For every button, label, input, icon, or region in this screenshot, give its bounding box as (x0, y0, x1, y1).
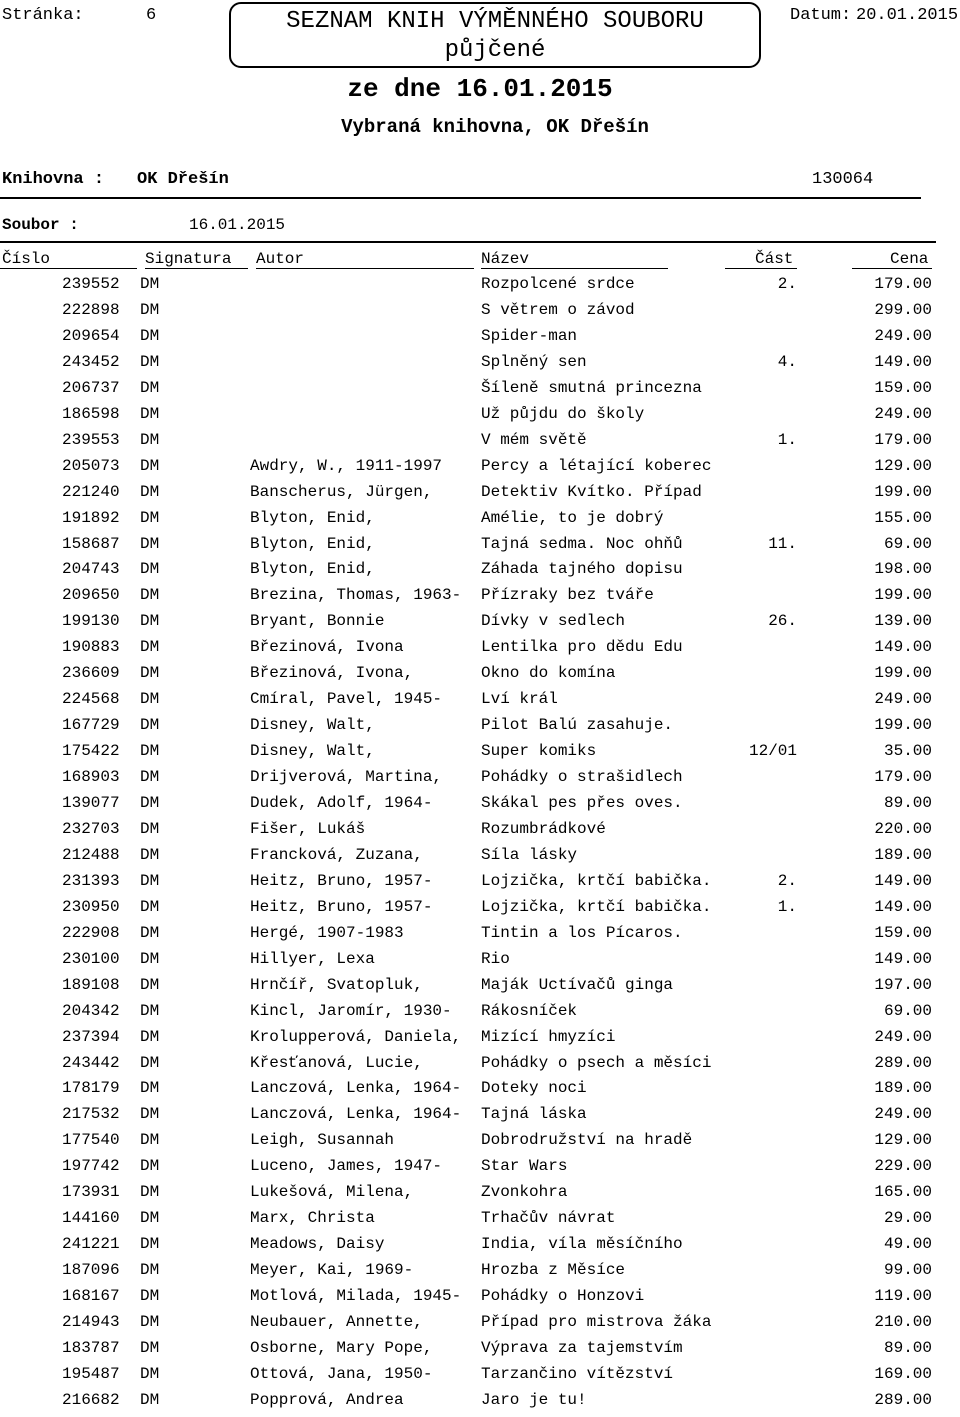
book-author: Březinová, Ivona, (250, 664, 414, 683)
book-price: 165.00 (874, 1183, 932, 1202)
book-author: Hergé, 1907-1983 (250, 923, 404, 942)
table-row (0, 820, 960, 846)
book-title: Mizící hmyzíci (481, 1027, 616, 1046)
book-author: Francková, Zuzana, (250, 845, 423, 864)
book-price: 199.00 (874, 586, 932, 605)
book-price: 299.00 (874, 300, 932, 319)
column-header-cena: Cena (890, 250, 929, 268)
book-number: 183787 (62, 1338, 120, 1357)
book-author: Bryant, Bonnie (250, 612, 385, 631)
book-part: 1. (777, 897, 797, 916)
book-price: 289.00 (874, 1390, 932, 1409)
book-number: 217532 (62, 1105, 120, 1124)
book-price: 159.00 (874, 378, 932, 397)
book-signature: DM (140, 534, 160, 553)
book-number: 195487 (62, 1364, 120, 1383)
book-author: Marx, Christa (250, 1209, 375, 1228)
table-row (0, 586, 960, 612)
table-row (0, 716, 960, 742)
book-author: Blyton, Enid, (250, 560, 375, 579)
table-row (0, 638, 960, 664)
book-price: 220.00 (874, 819, 932, 838)
book-price: 199.00 (874, 664, 932, 683)
book-number: 224568 (62, 690, 120, 709)
book-title: Už půjdu do školy (481, 404, 645, 423)
book-price: 89.00 (883, 794, 932, 812)
table-row (0, 535, 960, 561)
book-number: 168903 (62, 768, 120, 787)
book-signature: DM (140, 1338, 160, 1357)
book-signature: DM (140, 716, 160, 735)
book-signature: DM (140, 1079, 160, 1098)
book-price: 139.00 (874, 612, 932, 631)
book-number: 221240 (62, 482, 120, 501)
column-header-autor: Autor (256, 250, 305, 268)
table-row (0, 1235, 960, 1261)
table-row (0, 1079, 960, 1105)
book-number: 175422 (62, 742, 120, 761)
column-underline-cena (852, 268, 932, 269)
book-number: 206737 (62, 378, 120, 397)
book-signature: DM (140, 819, 160, 838)
book-number: 199130 (62, 612, 120, 631)
book-title: Percy a létající koberec (481, 456, 712, 475)
report-date: ze dne 16.01.2015 (347, 74, 613, 104)
book-signature: DM (140, 1053, 160, 1072)
book-part: 2. (777, 275, 797, 293)
table-row (0, 431, 960, 457)
book-signature: DM (140, 378, 160, 397)
book-price: 199.00 (874, 482, 932, 501)
book-number: 158687 (62, 534, 120, 553)
book-price: 197.00 (874, 975, 932, 994)
table-row (0, 1365, 960, 1391)
book-title: Rákosníček (481, 1001, 578, 1020)
book-title: Star Wars (481, 1157, 568, 1176)
page-number: 6 (146, 6, 157, 25)
book-number: 205073 (62, 456, 120, 475)
book-part: 12/01 (748, 742, 797, 761)
book-author: Banscherus, Jürgen, (250, 482, 433, 501)
book-signature: DM (140, 456, 160, 475)
book-author: Popprová, Andrea (250, 1390, 404, 1409)
book-number: 230100 (62, 949, 120, 968)
table-row (0, 483, 960, 509)
book-price: 129.00 (874, 456, 932, 475)
book-number: 237394 (62, 1027, 120, 1046)
table-row (0, 1028, 960, 1054)
table-row (0, 1105, 960, 1131)
book-signature: DM (140, 664, 160, 683)
table-row (0, 1209, 960, 1235)
book-number: 222908 (62, 923, 120, 942)
table-row (0, 1339, 960, 1365)
book-signature: DM (140, 1183, 160, 1202)
column-underline-cislo (0, 268, 137, 269)
book-price: 155.00 (874, 508, 932, 527)
column-header-signatura: Signatura (145, 250, 232, 268)
book-number: 139077 (62, 794, 120, 812)
book-number: 186598 (62, 404, 120, 423)
book-signature: DM (140, 352, 160, 371)
book-price: 249.00 (874, 1027, 932, 1046)
book-signature: DM (140, 897, 160, 916)
selected-library: Vybraná knihovna, OK Dřešín (341, 116, 649, 138)
book-signature: DM (140, 326, 160, 345)
book-title: Tajná sedma. Noc ohňů (481, 534, 683, 553)
book-author: Lanczová, Lenka, 1964- (250, 1079, 462, 1098)
book-number: 239553 (62, 430, 120, 449)
book-part: 26. (768, 612, 797, 631)
column-header-cast: Část (755, 250, 794, 268)
book-signature: DM (140, 1131, 160, 1150)
table-row (0, 664, 960, 690)
book-number: 177540 (62, 1131, 120, 1150)
report-title: SEZNAM KNIH VÝMĚNNÉHO SOUBORU (286, 8, 704, 35)
book-author: Drijverová, Martina, (250, 768, 443, 787)
book-title: Šíleně smutná princezna (481, 378, 702, 397)
book-price: 49.00 (883, 1235, 932, 1254)
book-signature: DM (140, 1001, 160, 1020)
book-price: 249.00 (874, 404, 932, 423)
report-title-box (229, 2, 761, 68)
book-author: Leigh, Susannah (250, 1131, 395, 1150)
book-title: Dívky v sedlech (481, 612, 626, 631)
book-signature: DM (140, 1157, 160, 1176)
book-author: Blyton, Enid, (250, 508, 375, 527)
library-label: Knihovna : (2, 170, 105, 189)
table-row (0, 301, 960, 327)
file-divider (0, 241, 936, 243)
book-price: 289.00 (874, 1053, 932, 1072)
book-title: Jaro je tu! (481, 1390, 587, 1409)
book-price: 169.00 (874, 1364, 932, 1383)
book-number: 209654 (62, 326, 120, 345)
book-part: 1. (777, 430, 797, 449)
table-row (0, 1261, 960, 1287)
book-price: 149.00 (874, 949, 932, 968)
library-name: OK Dřešín (137, 170, 229, 189)
table-row (0, 457, 960, 483)
table-row (0, 353, 960, 379)
book-author: Cmíral, Pavel, 1945- (250, 690, 443, 709)
book-title: Přízraky bez tváře (481, 586, 654, 605)
book-signature: DM (140, 794, 160, 812)
column-underline-signatura (145, 268, 248, 269)
book-title: India, víla měsíčního (481, 1235, 683, 1254)
book-price: 89.00 (883, 1338, 932, 1357)
book-title: Skákal pes přes oves. (481, 794, 683, 812)
book-signature: DM (140, 508, 160, 527)
book-price: 149.00 (874, 352, 932, 371)
book-signature: DM (140, 1287, 160, 1306)
book-number: 241221 (62, 1235, 120, 1254)
book-number: 144160 (62, 1209, 120, 1228)
book-price: 210.00 (874, 1313, 932, 1331)
library-divider (0, 197, 921, 199)
book-number: 189108 (62, 975, 120, 994)
book-title: S větrem o závod (481, 300, 635, 319)
table-row (0, 1287, 960, 1313)
book-signature: DM (140, 1390, 160, 1409)
book-author: Osborne, Mary Pope, (250, 1338, 433, 1357)
book-number: 204342 (62, 1001, 120, 1020)
book-author: Motlová, Milada, 1945- (250, 1287, 462, 1306)
book-title: Lentilka pro dědu Edu (481, 638, 683, 657)
book-number: 209650 (62, 586, 120, 605)
book-signature: DM (140, 586, 160, 605)
book-author: Křesťanová, Lucie, (250, 1053, 423, 1072)
book-price: 149.00 (874, 871, 932, 890)
book-author: Lukešová, Milena, (250, 1183, 414, 1202)
table-row (0, 1157, 960, 1183)
table-row (0, 690, 960, 716)
book-signature: DM (140, 949, 160, 968)
book-title: Hrozba z Měsíce (481, 1261, 626, 1280)
book-title: Amélie, to je dobrý (481, 508, 664, 527)
book-number: 231393 (62, 871, 120, 890)
book-signature: DM (140, 845, 160, 864)
table-row (0, 742, 960, 768)
book-author: Meyer, Kai, 1969- (250, 1261, 414, 1280)
book-author: Ottová, Jana, 1950- (250, 1364, 433, 1383)
table-row (0, 768, 960, 794)
book-price: 69.00 (883, 1001, 932, 1020)
table-row (0, 846, 960, 872)
book-title: Dobrodružství na hradě (481, 1131, 693, 1150)
book-price: 179.00 (874, 768, 932, 787)
book-number: 168167 (62, 1287, 120, 1306)
book-title: V mém světě (481, 430, 587, 449)
book-signature: DM (140, 638, 160, 657)
book-title: Detektiv Kvítko. Případ (481, 482, 702, 501)
book-signature: DM (140, 404, 160, 423)
book-price: 35.00 (883, 742, 932, 761)
column-underline-nazev (481, 268, 668, 269)
book-author: Lanczová, Lenka, 1964- (250, 1105, 462, 1124)
book-number: 191892 (62, 508, 120, 527)
book-price: 198.00 (874, 560, 932, 579)
book-author: Kincl, Jaromír, 1930- (250, 1001, 452, 1020)
book-price: 249.00 (874, 690, 932, 709)
book-title: Rozumbrádkové (481, 819, 606, 838)
table-row (0, 275, 960, 301)
library-code: 130064 (812, 170, 874, 189)
book-title: Pohádky o Honzovi (481, 1287, 645, 1306)
book-title: Rio (481, 949, 510, 968)
book-price: 189.00 (874, 1079, 932, 1098)
book-number: 212488 (62, 845, 120, 864)
book-signature: DM (140, 1027, 160, 1046)
book-signature: DM (140, 430, 160, 449)
book-signature: DM (140, 871, 160, 890)
book-author: Neubauer, Annette, (250, 1313, 423, 1331)
book-author: Blyton, Enid, (250, 534, 375, 553)
book-author: Luceno, James, 1947- (250, 1157, 443, 1176)
book-number: 222898 (62, 300, 120, 319)
table-row (0, 1313, 960, 1339)
book-author: Meadows, Daisy (250, 1235, 385, 1254)
book-title: Okno do komína (481, 664, 616, 683)
table-row (0, 898, 960, 924)
date-label: Datum: (790, 6, 852, 25)
table-row (0, 560, 960, 586)
book-title: Doteky noci (481, 1079, 587, 1098)
book-signature: DM (140, 1261, 160, 1280)
table-row (0, 1131, 960, 1157)
table-row (0, 976, 960, 1002)
date-value: 20.01.2015 (856, 6, 959, 25)
table-row (0, 1391, 960, 1417)
book-signature: DM (140, 1105, 160, 1124)
book-signature: DM (140, 612, 160, 631)
book-title: Trhačův návrat (481, 1209, 616, 1228)
column-header-cislo: Číslo (2, 250, 51, 268)
table-row (0, 327, 960, 353)
book-price: 149.00 (874, 897, 932, 916)
file-label: Soubor : (2, 216, 79, 234)
book-part: 2. (777, 871, 797, 890)
book-price: 199.00 (874, 716, 932, 735)
book-number: 243452 (62, 352, 120, 371)
table-row (0, 1002, 960, 1028)
book-price: 159.00 (874, 923, 932, 942)
table-row (0, 950, 960, 976)
book-title: Případ pro mistrova žáka (481, 1313, 712, 1331)
book-author: Heitz, Bruno, 1957- (250, 897, 433, 916)
book-number: 232703 (62, 819, 120, 838)
book-signature: DM (140, 482, 160, 501)
book-part: 11. (768, 534, 797, 553)
table-row (0, 1183, 960, 1209)
book-number: 167729 (62, 716, 120, 735)
book-number: 187096 (62, 1261, 120, 1280)
page-label: Stránka: (2, 6, 84, 25)
table-row (0, 1054, 960, 1080)
book-number: 173931 (62, 1183, 120, 1202)
book-number: 236609 (62, 664, 120, 683)
report-subtitle: půjčené (444, 37, 546, 64)
book-signature: DM (140, 1209, 160, 1228)
book-author: Disney, Walt, (250, 742, 375, 761)
book-title: Rozpolcené srdce (481, 275, 635, 293)
book-signature: DM (140, 300, 160, 319)
book-number: 197742 (62, 1157, 120, 1176)
book-signature: DM (140, 1364, 160, 1383)
book-price: 119.00 (874, 1287, 932, 1306)
book-part: 4. (777, 352, 797, 371)
table-row (0, 794, 960, 820)
book-author: Krolupperová, Daniela, (250, 1027, 462, 1046)
table-row (0, 379, 960, 405)
book-number: 216682 (62, 1390, 120, 1409)
book-price: 99.00 (883, 1261, 932, 1280)
book-title: Tajná láska (481, 1105, 587, 1124)
book-signature: DM (140, 560, 160, 579)
book-signature: DM (140, 768, 160, 787)
column-header-nazev: Název (481, 250, 530, 268)
book-price: 229.00 (874, 1157, 932, 1176)
book-title: Tarzančino vítězství (481, 1364, 674, 1383)
book-title: Síla lásky (481, 845, 578, 864)
book-author: Hillyer, Lexa (250, 949, 375, 968)
book-number: 214943 (62, 1313, 120, 1331)
book-title: Spider-man (481, 326, 578, 345)
book-price: 189.00 (874, 845, 932, 864)
book-author: Dudek, Adolf, 1964- (250, 794, 433, 812)
book-number: 243442 (62, 1053, 120, 1072)
book-signature: DM (140, 975, 160, 994)
book-signature: DM (140, 742, 160, 761)
column-underline-cast (725, 268, 797, 269)
book-signature: DM (140, 1235, 160, 1254)
book-title: Lojzička, krtčí babička. (481, 897, 712, 916)
book-author: Brezina, Thomas, 1963- (250, 586, 462, 605)
table-row (0, 509, 960, 535)
book-author: Hrnčíř, Svatopluk, (250, 975, 423, 994)
book-number: 230950 (62, 897, 120, 916)
book-author: Awdry, W., 1911-1997 (250, 456, 443, 475)
book-number: 178179 (62, 1079, 120, 1098)
book-signature: DM (140, 690, 160, 709)
book-author: Fišer, Lukáš (250, 819, 366, 838)
book-author: Heitz, Bruno, 1957- (250, 871, 433, 890)
book-number: 190883 (62, 638, 120, 657)
book-price: 179.00 (874, 275, 932, 293)
book-title: Pohádky o strašidlech (481, 768, 683, 787)
book-price: 249.00 (874, 326, 932, 345)
book-title: Lojzička, krtčí babička. (481, 871, 712, 890)
book-title: Maják Uctívačů ginga (481, 975, 674, 994)
table-row (0, 405, 960, 431)
book-title: Pilot Balú zasahuje. (481, 716, 674, 735)
table-row (0, 872, 960, 898)
table-row (0, 924, 960, 950)
book-number: 239552 (62, 275, 120, 293)
book-author: Březinová, Ivona (250, 638, 404, 657)
book-title: Super komiks (481, 742, 597, 761)
book-price: 249.00 (874, 1105, 932, 1124)
book-price: 179.00 (874, 430, 932, 449)
book-title: Výprava za tajemstvím (481, 1338, 683, 1357)
book-title: Záhada tajného dopisu (481, 560, 683, 579)
book-title: Zvonkohra (481, 1183, 568, 1202)
book-price: 149.00 (874, 638, 932, 657)
book-title: Tintin a los Pícaros. (481, 923, 683, 942)
book-title: Lví král (481, 690, 558, 709)
file-date: 16.01.2015 (189, 216, 286, 234)
column-underline-autor (256, 268, 474, 269)
table-row (0, 612, 960, 638)
book-signature: DM (140, 275, 160, 293)
book-signature: DM (140, 1313, 160, 1331)
book-signature: DM (140, 923, 160, 942)
book-price: 29.00 (883, 1209, 932, 1228)
book-price: 69.00 (883, 534, 932, 553)
book-number: 204743 (62, 560, 120, 579)
book-author: Disney, Walt, (250, 716, 375, 735)
book-title: Pohádky o psech a měsíci (481, 1053, 712, 1072)
book-title: Splněný sen (481, 352, 587, 371)
book-price: 129.00 (874, 1131, 932, 1150)
